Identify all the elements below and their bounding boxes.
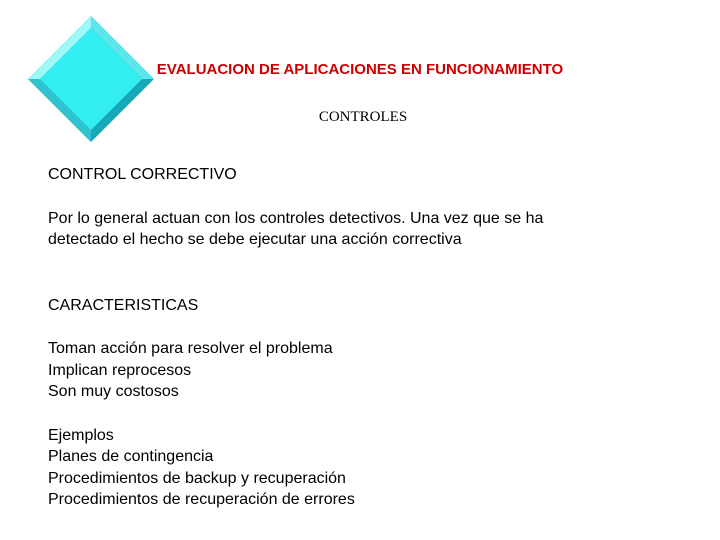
examples-heading: Ejemplos: [48, 426, 114, 444]
example-item: Procedimientos de recuperación de errores: [48, 491, 355, 508]
example-item: Planes de contingencia: [48, 448, 214, 465]
characteristic-item: Son muy costosos: [48, 383, 179, 400]
section-description-line: Por lo general actuan con los controles detectivos. Una vez que se ha: [48, 209, 544, 227]
section-description-line: detectado el hecho se debe ejecutar una acción correctiva: [48, 231, 462, 248]
page-title: EVALUACION DE APLICACIONES EN FUNCIONAMIENTO: [156, 61, 564, 78]
example-item: Procedimientos de backup y recuperación: [48, 469, 346, 487]
characteristics-heading: CARACTERISTICAS: [48, 296, 199, 314]
slide-body: [48, 164, 688, 511]
section-heading: CONTROL CORRECTIVO: [48, 166, 237, 183]
page-subtitle: CONTROLES: [318, 109, 408, 125]
characteristic-item: Implican reprocesos: [48, 361, 192, 379]
characteristic-item: Toman acción para resolver el problema: [48, 340, 333, 357]
